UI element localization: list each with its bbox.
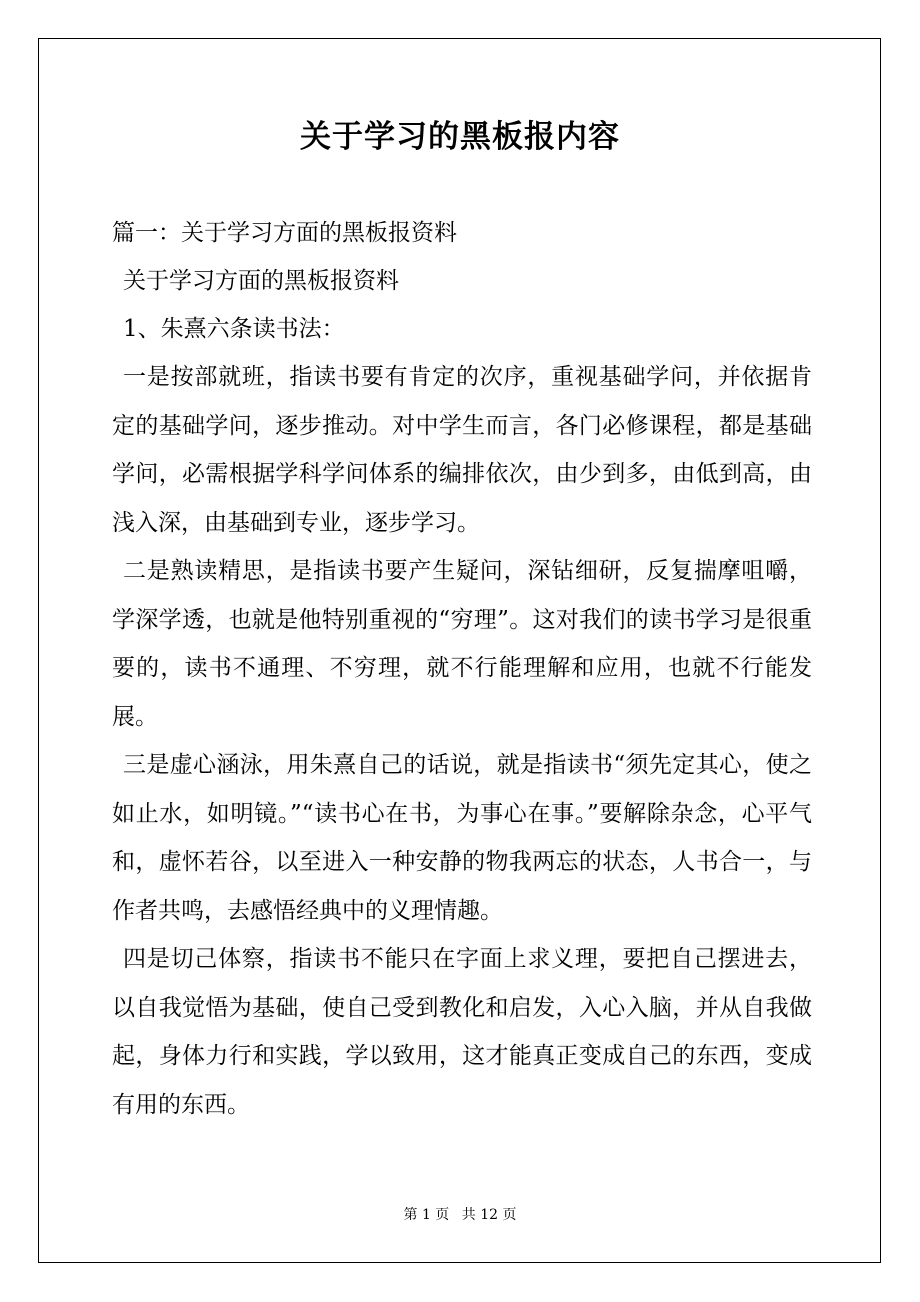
paragraph-4: 四是切己体察，指读书不能只在字面上求义理，要把自己摆进去，以自我觉悟为基础，使自己受到教化和启发，入心入脑，并从自我做起，身体力行和实践，学以致用，这才能真正变成自己的东西，变成有用的东西。	[112, 946, 812, 1118]
page-number: 第 1 页	[403, 1207, 450, 1223]
subheading: 关于学习方面的黑板报资料	[123, 268, 399, 294]
paragraph-2: 二是熟读精思，是指读书要产生疑问，深钻细研，反复揣摩咀嚼，学深学透，也就是他特别重视的“穷理”。这对我们的读书学习是很重要的，读书不通理、不穷理，就不行能理解和应用，也就不行能发展。	[112, 558, 812, 730]
document-body	[112, 209, 812, 1129]
document-title: 关于学习的黑板报内容	[300, 119, 620, 155]
section-heading: 篇一：关于学习方面的黑板报资料	[112, 220, 457, 246]
paragraph-1: 一是按部就班，指读书要有肯定的次序，重视基础学问，并依据肯定的基础学问，逐步推动。对中学生而言，各门必修课程，都是基础学问，必需根据学科学问体系的编排依次，由少到多，由低到高，由浅入深，由基础到专业，逐步学习。	[112, 364, 812, 536]
page-footer	[0, 1205, 920, 1225]
list-heading: 1、朱熹六条读书法：	[123, 316, 345, 342]
paragraph-3: 三是虚心涵泳，用朱熹自己的话说，就是指读书“须先定其心，使之如止水，如明镜。”“读书心在书，为事心在事。”要解除杂念，心平气和，虚怀若谷，以至进入一种安静的物我两忘的状态，人书合一，与作者共鸣，去感悟经典中的义理情趣。	[112, 752, 812, 924]
page-total: 共 12 页	[461, 1207, 517, 1223]
